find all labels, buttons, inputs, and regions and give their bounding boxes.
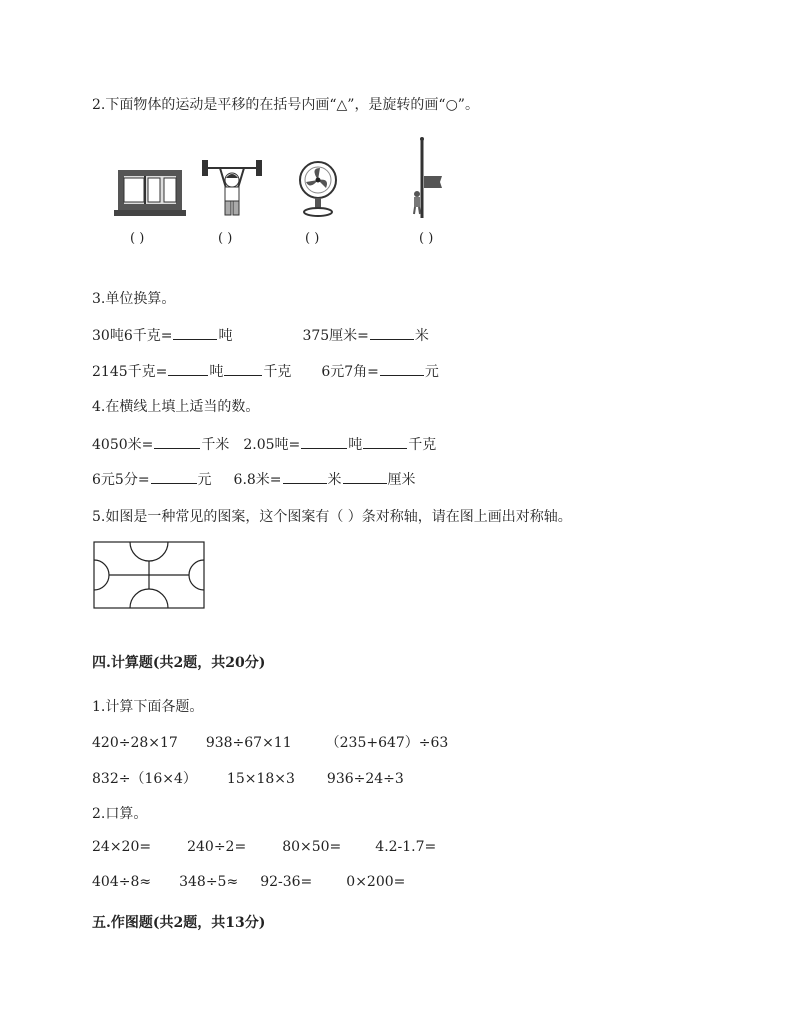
q4-r2-a: 6元5分= xyxy=(92,472,150,488)
q3-title: 3.单位换算。 xyxy=(92,291,176,307)
answer-blank[interactable] xyxy=(154,434,200,449)
flagpole-icon xyxy=(406,136,446,220)
unit-label: 米 xyxy=(414,328,429,344)
unit-label: 千米 xyxy=(201,437,230,453)
expression: 92-36= xyxy=(260,874,313,890)
sec4-q2-row2 xyxy=(92,874,405,890)
answer-paren-2[interactable]: ( ) xyxy=(218,231,233,246)
answer-blank[interactable] xyxy=(370,325,414,340)
expression: 404÷8≈ xyxy=(92,874,152,890)
q3-row1 xyxy=(92,325,429,345)
fan-icon xyxy=(296,160,340,218)
expression: 832÷（16×4） xyxy=(92,771,197,787)
q4-title: 4.在横线上填上适当的数。 xyxy=(92,399,260,415)
unit-label: 千克 xyxy=(263,364,292,380)
unit-label: 千克 xyxy=(408,437,437,453)
answer-blank[interactable] xyxy=(380,361,424,376)
symmetry-pattern-figure[interactable] xyxy=(92,540,208,612)
expression: 0×200= xyxy=(346,874,406,890)
unit-label: 元 xyxy=(424,364,439,380)
answer-paren-1[interactable]: ( ) xyxy=(130,231,145,246)
q4-row1 xyxy=(92,434,436,454)
answer-paren-3[interactable]: ( ) xyxy=(305,231,320,246)
answer-blank[interactable] xyxy=(173,325,217,340)
unit-label: 米 xyxy=(327,472,342,488)
expression: （235+647）÷63 xyxy=(325,735,449,751)
q3-r1-a: 30吨6千克= xyxy=(92,328,173,344)
q2-title: 2.下面物体的运动是平移的在括号内画“△”，是旋转的画“○”。 xyxy=(92,97,479,113)
expression: 80×50= xyxy=(282,839,342,855)
window-icon xyxy=(112,166,188,218)
unit-label: 吨 xyxy=(209,364,224,380)
answer-blank[interactable] xyxy=(151,469,197,484)
expression: 420÷28×17 xyxy=(92,735,178,751)
answer-blank[interactable] xyxy=(363,434,407,449)
unit-label: 厘米 xyxy=(387,472,416,488)
q3-row2 xyxy=(92,361,439,381)
q5-title: 5.如图是一种常见的图案，这个图案有（ ）条对称轴，请在图上画出对称轴。 xyxy=(92,509,572,525)
sec4-q1-row1 xyxy=(92,732,448,752)
sec4-q1-title: 1.计算下面各题。 xyxy=(92,699,204,715)
expression: 240÷2= xyxy=(187,839,247,855)
unit-label: 吨 xyxy=(218,328,233,344)
expression: 348÷5≈ xyxy=(179,874,239,890)
weightlifter-icon xyxy=(200,156,264,218)
expression: 936÷24÷3 xyxy=(326,771,404,787)
sec4-q1-row2 xyxy=(92,768,404,788)
answer-blank[interactable] xyxy=(168,361,208,376)
answer-blank[interactable] xyxy=(343,469,387,484)
section-5-heading: 五.作图题(共2题，共13分) xyxy=(92,915,266,931)
answer-blank[interactable] xyxy=(301,434,347,449)
q3-r2-b: 6元7角= xyxy=(321,364,379,380)
expression: 4.2-1.7= xyxy=(375,839,437,855)
q3-r1-b: 375厘米= xyxy=(302,328,369,344)
answer-blank[interactable] xyxy=(283,469,327,484)
q3-r2-a: 2145千克= xyxy=(92,364,168,380)
answer-paren-4[interactable]: ( ) xyxy=(419,231,434,246)
sec4-q2-title: 2.口算。 xyxy=(92,806,148,822)
expression: 24×20= xyxy=(92,839,152,855)
section-4-heading: 四.计算题(共2题，共20分) xyxy=(92,655,266,671)
unit-label: 元 xyxy=(197,472,212,488)
expression: 15×18×3 xyxy=(226,771,295,787)
q4-row2 xyxy=(92,469,416,489)
answer-blank[interactable] xyxy=(224,361,262,376)
expression: 938÷67×11 xyxy=(205,735,292,751)
unit-label: 吨 xyxy=(348,437,363,453)
q4-r1-a: 4050米= xyxy=(92,437,154,453)
q4-r2-b: 6.8米= xyxy=(233,472,282,488)
q4-r1-b: 2.05吨= xyxy=(243,437,301,453)
sec4-q2-row1 xyxy=(92,839,436,855)
